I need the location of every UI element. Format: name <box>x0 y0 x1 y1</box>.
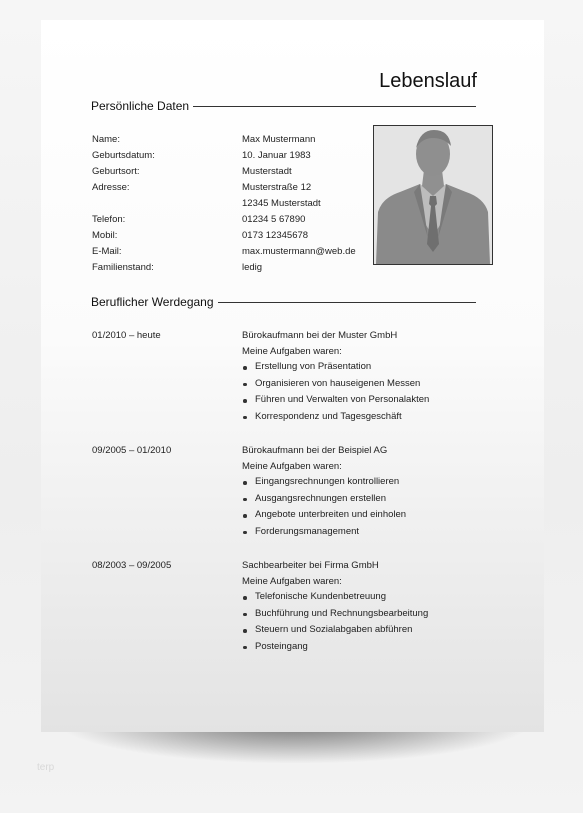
label-address: Adresse: <box>92 182 130 193</box>
entry-intro: Meine Aufgaben waren: <box>242 576 342 587</box>
value-name: Max Mustermann <box>242 134 316 145</box>
entry-intro: Meine Aufgaben waren: <box>242 461 342 472</box>
task-item: Eingangsrechnungen kontrollieren <box>242 474 406 491</box>
task-list <box>242 474 406 540</box>
entry-position: Sachbearbeiter bei Firma GmbH <box>242 560 379 571</box>
section-heading-career: Beruflicher Werdegang <box>91 295 214 309</box>
label-phone: Telefon: <box>92 214 126 225</box>
value-address-city: 12345 Musterstadt <box>242 198 321 209</box>
value-birthdate: 10. Januar 1983 <box>242 150 311 161</box>
label-birthdate: Geburtsdatum: <box>92 150 155 161</box>
section-rule-career <box>218 302 476 303</box>
section-heading-personal: Persönliche Daten <box>91 99 190 113</box>
value-birthplace: Musterstadt <box>242 166 292 177</box>
profile-photo <box>373 125 493 265</box>
task-item: Forderungsmanagement <box>242 524 406 541</box>
page-title: Lebenslauf <box>379 70 477 92</box>
watermark: terp <box>37 762 55 773</box>
label-marital-status: Familienstand: <box>92 262 154 273</box>
task-list <box>242 359 429 425</box>
task-item: Führen und Verwalten von Personalakten <box>242 392 429 409</box>
value-email: max.mustermann@web.de <box>242 246 356 257</box>
entry-position: Bürokaufmann bei der Muster GmbH <box>242 330 398 341</box>
section-rule-personal <box>193 106 476 107</box>
task-item: Steuern und Sozialabgaben abführen <box>242 622 428 639</box>
task-item: Buchführung und Rechnungsbearbeitung <box>242 606 428 623</box>
task-item: Telefonische Kundenbetreuung <box>242 589 428 606</box>
person-silhouette-icon <box>374 126 492 264</box>
cv-page <box>41 20 544 732</box>
entry-period: 08/2003 – 09/2005 <box>92 560 172 571</box>
entry-intro: Meine Aufgaben waren: <box>242 346 342 357</box>
entry-period: 09/2005 – 01/2010 <box>92 445 172 456</box>
task-item: Ausgangsrechnungen erstellen <box>242 491 406 508</box>
value-mobile: 0173 12345678 <box>242 230 309 241</box>
entry-period: 01/2010 – heute <box>92 330 161 341</box>
task-item: Korrespondenz und Tagesgeschäft <box>242 409 429 426</box>
value-address-street: Musterstraße 12 <box>242 182 312 193</box>
entry-position: Bürokaufmann bei der Beispiel AG <box>242 445 388 456</box>
task-item: Posteingang <box>242 639 428 656</box>
task-item: Erstellung von Präsentation <box>242 359 429 376</box>
value-marital-status: ledig <box>242 262 263 273</box>
label-mobile: Mobil: <box>92 230 118 241</box>
label-name: Name: <box>92 134 120 145</box>
value-phone: 01234 5 67890 <box>242 214 306 225</box>
label-email: E-Mail: <box>92 246 122 257</box>
task-list <box>242 589 428 655</box>
task-item: Organisieren von hauseigenen Messen <box>242 376 429 393</box>
label-birthplace: Geburtsort: <box>92 166 140 177</box>
task-item: Angebote unterbreiten und einholen <box>242 507 406 524</box>
